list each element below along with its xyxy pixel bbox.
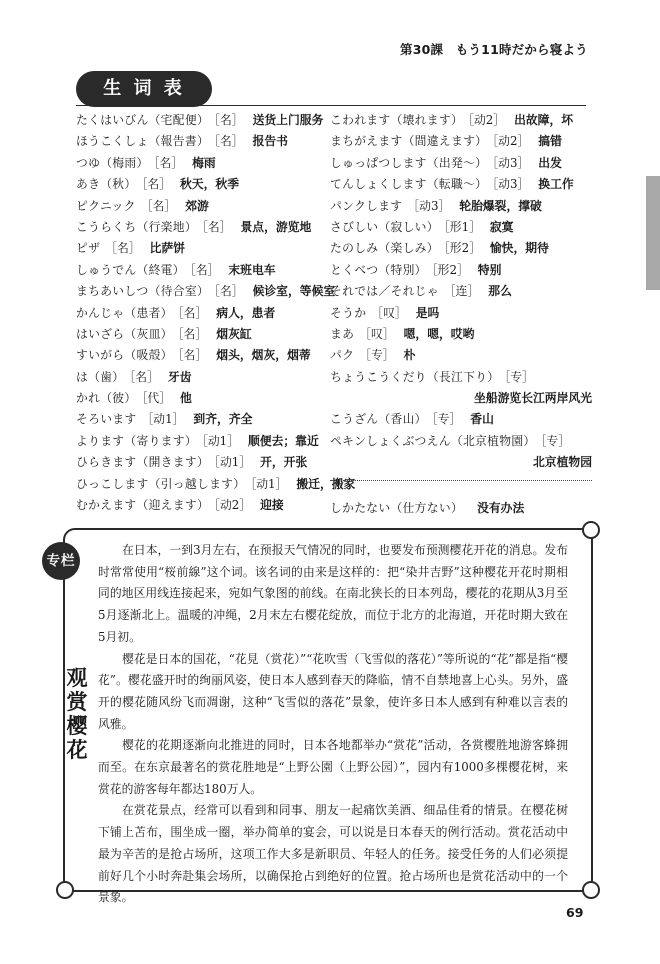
vocab-meaning: 那么 — [488, 284, 512, 299]
vocab-meaning: 搬迁，搬家 — [296, 476, 356, 491]
vocab-reading: こうらくち（行楽地） — [76, 219, 197, 234]
vocab-part-of-speech: ［名］ — [214, 113, 244, 127]
vocab-part-of-speech: ［名］ — [153, 155, 184, 170]
vocab-meaning: 换工作 — [538, 177, 574, 192]
vocab-entry — [330, 324, 592, 345]
vocab-entry — [76, 474, 356, 495]
vocab-reading: ピクニック — [76, 198, 136, 213]
vocab-part-of-speech: ［名］ — [105, 241, 141, 256]
vocab-entry — [330, 260, 592, 281]
vocab-meaning: 秋天，秋季 — [180, 177, 239, 192]
side-title-char: 樱 — [66, 714, 88, 738]
vocab-reading: ペキンしょくぶつえん（北京植物園） — [330, 433, 536, 448]
vocab-part-of-speech: ［形1］ — [443, 219, 481, 234]
vocab-meaning: 轮胎爆裂，撑破 — [459, 198, 542, 213]
vocab-entry — [330, 452, 592, 473]
vocab-reading: しゅっぱつします（出発～） — [330, 155, 488, 170]
vocab-meaning: 牙齿 — [167, 369, 192, 384]
vocab-reading: ひっこします（引っ越します） — [76, 476, 246, 491]
vocab-reading: てんしょくします（転職～） — [330, 177, 488, 192]
page-header — [400, 40, 588, 58]
vocab-entry — [76, 217, 326, 238]
vocab-reading: まちがえます（間違えます） — [330, 134, 488, 149]
vocab-entry — [76, 345, 326, 366]
vocab-reading: ちょうこうくだり（長江下り） — [330, 369, 500, 384]
vocab-entry — [76, 131, 326, 152]
column-paragraph: 在赏花景点，经常可以看到和同事、朋友一起痛饮美酒、细品佳肴的情景。在樱花树下铺上苫布，围坐成一圈，举办简单的宴会，可以说是日本春天的例行活动。赏花活动中最为辛苦的是抢占场所，这项工作大多是新职员、年轻人的任务。接受任务的人们必须提前好几个小时奔赴集会场所，以确保抢占到绝好的位置。抢占场所也是赏花活动中的一个景象。 — [98, 803, 568, 905]
vocab-part-of-speech: ［专］ — [504, 369, 534, 384]
vocab-part-of-speech: ［专］ — [359, 348, 395, 363]
vocab-meaning: 烟灰缸 — [216, 326, 252, 341]
vocab-part-of-speech: ［形2］ — [431, 262, 469, 277]
vocab-entry — [76, 324, 326, 345]
vocab-entry — [76, 196, 326, 217]
column-body — [98, 540, 568, 909]
vocab-meaning: 郊游 — [185, 198, 209, 213]
panel-corner — [582, 521, 600, 539]
vocab-part-of-speech: ［叹］ — [359, 326, 395, 341]
vocab-entry — [76, 303, 326, 324]
vocab-reading: ピザ — [76, 241, 101, 256]
vocab-part-of-speech: ［动1］ — [201, 433, 239, 448]
vocab-part-of-speech: ［名］ — [214, 134, 244, 149]
vocab-reading: しかたない（仕方ない） — [330, 500, 464, 515]
vocab-reading: たくはいびん（宅配便） — [76, 113, 210, 127]
vocab-reading: そうか — [330, 305, 367, 320]
vocab-entry — [76, 260, 326, 281]
vocab-part-of-speech: ［名］ — [129, 369, 159, 384]
vocab-meaning: 坐船游览长江两岸风光 — [474, 391, 592, 406]
vocab-reading: かんじゃ（患者） — [76, 305, 173, 320]
column-badge: 专栏 — [42, 542, 80, 580]
vocab-part-of-speech: ［名］ — [177, 326, 208, 341]
vocab-meaning: 他 — [180, 391, 192, 406]
vocab-entry — [330, 196, 592, 217]
vocab-reading: すいがら（吸殻） — [76, 348, 173, 363]
vocab-reading: それでは／それじゃ — [330, 284, 439, 299]
vocab-part-of-speech: ［名］ — [177, 305, 208, 320]
vocab-part-of-speech: ［代］ — [141, 391, 171, 406]
column-side-title — [66, 666, 88, 762]
vocab-meaning: 到齐，齐全 — [193, 412, 253, 427]
vocab-part-of-speech: ［动3］ — [492, 177, 530, 192]
vocab-title: 生 词 表 — [76, 71, 212, 107]
vocab-meaning: 送货上门服务 — [252, 113, 324, 127]
panel-corner — [56, 881, 74, 899]
vocab-entry — [76, 452, 326, 473]
vocab-meaning: 嗯，嗯，哎哟 — [403, 326, 475, 341]
vocab-reading: とくべつ（特別） — [330, 262, 427, 277]
vocab-part-of-speech: ［动2］ — [468, 113, 506, 127]
column-paragraph: 樱花是日本的国花，“花見（赏花）”“花吹雪（飞雪似的落花）”等所说的“花”都是指“樱花”。樱花盛开时的绚丽风姿，使日本人感到春天的降临，情不自禁地喜上心头。另外，盛开的樱花随风纷飞而凋谢，这种“飞雪似的落花”景象，使许多日本人感到有种难以言表的风雅。 — [98, 651, 568, 731]
vocab-meaning: 是吗 — [415, 305, 440, 320]
vocab-entry — [330, 303, 592, 324]
vocab-meaning: 比萨饼 — [149, 241, 186, 256]
column-paragraph: 在日本，一到3月左右，在预报天气情况的同时，也要发布预测樱花开花的消息。发布时常常使用“桜前線”这个词。该名词的由来是这样的：把“染井吉野”这种樱花开花时期相同的地区用线连接起来，宛如气象图的前线。在南北狭长的日本列岛，樱花的花期从3月至5月逐渐北上。温暖的冲绳，2月末左右樱花绽放，而位于北方的北海道，开花时期大致在5月初。 — [98, 543, 568, 644]
vocab-reading: ひらきます（開きます） — [76, 455, 210, 470]
vocab-entry — [330, 409, 592, 430]
vocab-entry — [330, 131, 592, 152]
dotted-divider — [330, 480, 592, 492]
side-title-char: 观 — [66, 666, 88, 690]
vocab-entry — [330, 388, 592, 409]
vocab-meaning: 烟头，烟灰，烟蒂 — [216, 348, 311, 363]
vocab-part-of-speech: ［名］ — [177, 348, 208, 363]
vocab-part-of-speech: ［专］ — [540, 433, 571, 448]
vocab-reading: さびしい（寂しい） — [330, 219, 439, 234]
vocab-meaning: 特别 — [477, 262, 502, 277]
vocab-meaning: 北京植物园 — [533, 455, 592, 470]
vocab-reading: こうざん（香山） — [330, 412, 427, 427]
vocab-entry — [76, 153, 326, 174]
vocab-meaning: 搞错 — [538, 134, 562, 149]
vocab-entry — [330, 345, 592, 366]
vocab-part-of-speech: ［名］ — [189, 262, 220, 277]
vocab-entry — [330, 174, 592, 195]
vocab-reading: よります（寄ります） — [76, 433, 197, 448]
vocab-reading: かれ（彼） — [76, 391, 137, 406]
vocab-entry — [76, 238, 326, 259]
vocab-part-of-speech: ［名］ — [140, 198, 177, 213]
vocab-part-of-speech: ［动2］ — [214, 498, 252, 513]
vocab-part-of-speech: ［名］ — [214, 284, 244, 299]
vocab-meaning: 梅雨 — [192, 155, 216, 170]
vocab-part-of-speech: ［动1］ — [250, 476, 288, 491]
vocab-part-of-speech: ［形2］ — [443, 241, 481, 256]
vocab-entry — [76, 495, 326, 516]
vocab-part-of-speech: ［名］ — [141, 177, 171, 192]
vocab-entry — [330, 498, 592, 519]
vocab-reading: たのしみ（楽しみ） — [330, 241, 439, 256]
vocab-part-of-speech: ［专］ — [431, 412, 462, 427]
vocab-reading: まあ — [330, 326, 355, 341]
vocab-entry — [76, 388, 326, 409]
vocab-entry — [330, 281, 592, 302]
vocab-entry — [76, 367, 326, 388]
vocab-entry — [76, 174, 326, 195]
vocab-meaning: 寂寞 — [489, 219, 514, 234]
column-paragraph: 樱花的花期逐渐向北推进的同时，日本各地都举办“赏花”活动，各赏樱胜地游客蜂拥而至。在东京最著名的赏花胜地是“上野公園（上野公园）”，园内有1000多棵樱花树，来赏花的游客每年都达180万人。 — [98, 738, 568, 796]
vocab-meaning: 朴 — [403, 348, 416, 363]
vocab-part-of-speech: ［动3］ — [407, 198, 451, 213]
vocab-meaning: 没有办法 — [477, 500, 525, 515]
vocab-entry — [330, 431, 592, 452]
panel-corner — [582, 881, 600, 899]
vocab-reading: むかえます（迎えます） — [76, 498, 210, 513]
vocab-part-of-speech: ［动1］ — [214, 455, 252, 470]
vocab-entry — [330, 110, 592, 131]
vocab-reading: は（歯） — [76, 369, 125, 384]
vocab-meaning: 迎接 — [260, 498, 284, 513]
vocab-part-of-speech: ［连］ — [443, 284, 480, 299]
vocab-reading: パンクします — [330, 198, 403, 213]
vocab-meaning: 景点，游览地 — [240, 219, 312, 234]
page-number: 69 — [566, 905, 584, 920]
vocab-meaning: 顺便去；靠近 — [247, 433, 319, 448]
vocab-reading: しゅうでん（終電） — [76, 262, 185, 277]
vocab-reading: パク — [330, 348, 355, 363]
vocab-part-of-speech: ［名］ — [201, 219, 232, 234]
vocab-entry — [330, 217, 592, 238]
vocab-meaning: 香山 — [470, 412, 494, 427]
vocab-part-of-speech: ［动1］ — [141, 412, 185, 427]
vocab-reading: はいざら（灰皿） — [76, 326, 173, 341]
side-title-char: 花 — [66, 738, 88, 762]
vocab-meaning: 出故障，坏 — [514, 113, 574, 127]
vocab-meaning: 候诊室，等候室 — [252, 284, 336, 299]
vocab-meaning: 末班电车 — [228, 262, 276, 277]
lesson-number: 第30課 — [400, 42, 444, 57]
vocab-reading: あき（秋） — [76, 177, 137, 192]
lesson-title: もう11時だから寝よう — [455, 42, 588, 57]
chapter-thumb-tab — [646, 176, 660, 290]
vocab-part-of-speech: ［动2］ — [492, 134, 530, 149]
vocab-entry — [330, 153, 592, 174]
vocab-meaning: 病人，患者 — [216, 305, 276, 320]
vocab-meaning: 报告书 — [252, 134, 288, 149]
vocab-reading: ほうこくしょ（報告書） — [76, 134, 210, 149]
vocab-reading: まちあいしつ（待合室） — [76, 284, 210, 299]
vocab-reading: そろいます — [76, 412, 137, 427]
vocab-entry — [330, 367, 592, 388]
vocab-meaning: 愉快，期待 — [489, 241, 549, 256]
vocab-column-right — [330, 110, 592, 519]
vocab-entry — [76, 409, 326, 430]
vocab-meaning: 出发 — [538, 155, 562, 170]
vocab-entry — [76, 110, 326, 131]
vocab-title-rule — [76, 105, 586, 106]
vocab-part-of-speech: ［动3］ — [492, 155, 530, 170]
vocab-part-of-speech: ［叹］ — [371, 305, 407, 320]
vocab-reading: つゆ（梅雨） — [76, 155, 149, 170]
vocab-entry — [330, 238, 592, 259]
vocab-meaning: 开，开张 — [260, 455, 308, 470]
vocab-reading: こわれます（壊れます） — [330, 113, 464, 127]
side-title-char: 赏 — [66, 690, 88, 714]
vocab-entry — [76, 431, 326, 452]
vocab-entry — [76, 281, 336, 302]
